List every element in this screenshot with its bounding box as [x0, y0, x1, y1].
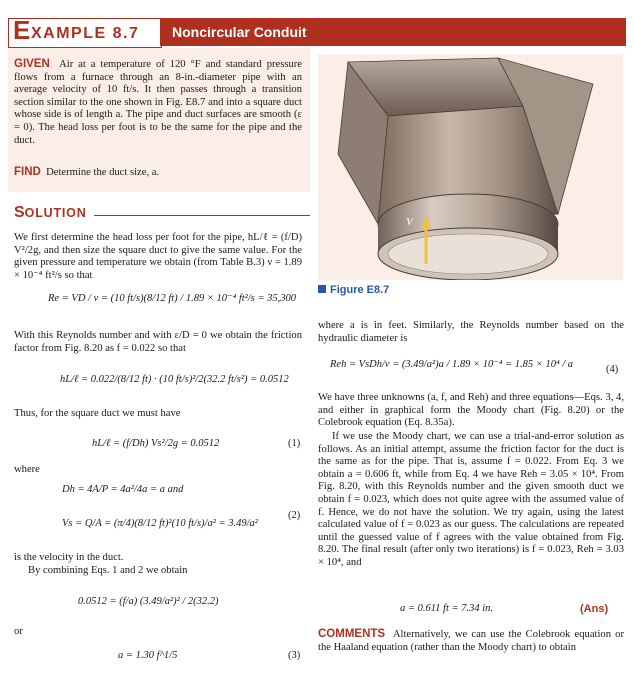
eq-hydraulic-diameter: Dh = 4A/P = 4a²/4a = a and: [62, 484, 184, 495]
solution-paragraph-4: is the velocity in the duct.: [14, 552, 124, 563]
eq-reynolds: Re = VD / ν = (10 ft/s)(8/12 ft) / 1.89 × 10⁻⁴ ft²/s = 35,300: [48, 293, 297, 304]
solution-big-letter: S: [14, 204, 25, 221]
solution-paragraph-2: With this Reynolds number and with ε/D = 0 we obtain the friction factor from Fig. 8.20 as f = 0.022 so that: [14, 330, 302, 354]
given-paragraph: [14, 58, 302, 147]
comments-text: Alternatively, we can use the Colebrook equation or the Haaland equation (rather than the Moody chart) to obtain: [318, 629, 624, 653]
comments-label: COMMENTS: [318, 628, 386, 640]
eq-3: a = 1.30 f^1/5: [118, 650, 178, 661]
eq-1-number: (1): [288, 438, 301, 449]
example-number: XAMPLE 8.7: [31, 25, 140, 42]
or-label: or: [14, 626, 23, 637]
find-label: FIND: [14, 166, 41, 178]
eq-4: Reh = VsDh/ν = (3.49/a²)a / 1.89 × 10⁻⁴ = 1.85 × 10⁴ / a: [330, 359, 574, 370]
solution-paragraph-5: By combining Eqs. 1 and 2 we obtain: [28, 565, 188, 576]
solution-rule: [94, 215, 310, 216]
right-paragraph-1: where a is in feet. Similarly, the Reynolds number based on the hydraulic diameter is: [318, 320, 624, 344]
eq-4-number: (4): [606, 364, 619, 375]
figure-caption: [318, 284, 389, 296]
figure-caption-text: Figure E8.7: [330, 284, 390, 296]
right-paragraph-3: If we use the Moody chart, we can use a trial-and-error solution as follows. As an initial attempt, assume the friction factor for the duct is the same as for the pipe. That is, assume f = 0.022. From Eq. 3 we obtain a = 0.606 ft, while from Eq. 4 we have Reh = 3.05 × 10⁴. From Fig. 8.20, with this Reynolds number and the given smooth duct we obtain f = 0.023, which does not quite agree with the assumed value of f. Hence, we do not have the solution. We try again, using the latest calculated value of f = 0.023 as our guess. The calculations are repeated until the guessed value of f agrees with the value obtained from Fig. 8.20. The final result (after only two iterations) is f = 0.023, Reh = 3.03 × 10⁴, and: [318, 431, 624, 568]
figure-e8-7: [318, 54, 623, 280]
find-text: Determine the duct size, a.: [46, 167, 160, 178]
given-label: GIVEN: [14, 58, 50, 70]
eq-3-number: (3): [288, 650, 301, 661]
given-text: Air at a temperature of 120 °F and standard pressure flows from a furnace through an 8-in.-diameter pipe with an average velocity of 10 ft/s. It then passes through a transition section similar to the one shown in Fig. E8.7 and into a square duct whose side is of length a. The pipe and duct surfaces are smooth (ε = 0). The head loss per foot is to be the same for the pipe and the duct.: [14, 59, 302, 146]
velocity-label: V: [406, 216, 413, 228]
caption-square-icon: [318, 285, 326, 293]
right-paragraph-2: We have three unknowns (a, f, and Reh) and three equations—Eqs. 3, 4, and either in graphical form the Moody chart (Fig. 8.20) or the Colebrook equation (Eq. 8.35a).: [318, 392, 624, 429]
eq-2-number: (2): [288, 510, 301, 521]
example-big-letter: E: [13, 15, 31, 45]
comments-paragraph: [318, 628, 624, 654]
solution-heading: [14, 204, 304, 222]
example-header: [8, 15, 626, 48]
example-number-box: [8, 15, 162, 48]
eq-2: Vs = Q/A = (π/4)(8/12 ft)²(10 ft/s)/a² = 3.49/a²: [62, 518, 258, 529]
eq-headloss-pipe: hL/ℓ = 0.022/(8/12 ft) · (10 ft/s)²/2(32.2 ft/s²) = 0.0512: [60, 374, 289, 385]
example-title: Noncircular Conduit: [160, 18, 626, 46]
transition-duct-illustration: [318, 54, 623, 280]
solution-paragraph-3: Thus, for the square duct we must have: [14, 408, 181, 419]
eq-1: hL/ℓ = (f/Dh) Vs²/2g = 0.0512: [92, 438, 220, 449]
eq-combined: 0.0512 = (f/a) (3.49/a²)² / 2(32.2): [78, 596, 219, 607]
solution-label: OLUTION: [24, 206, 87, 220]
answer-equation: a = 0.611 ft = 7.34 in.: [400, 603, 494, 614]
solution-paragraph-1: We first determine the head loss per foot for the pipe, hL/ℓ = (f/D) V²/2g, and then size the square duct to give the same value. For the given pressure and temperature we obtain (from Table B.3) ν = 1.89 × 10⁻⁴ ft²/s so that: [14, 232, 302, 281]
answer-tag: (Ans): [580, 603, 609, 615]
find-paragraph: [14, 166, 302, 180]
where-label: where: [14, 464, 40, 475]
